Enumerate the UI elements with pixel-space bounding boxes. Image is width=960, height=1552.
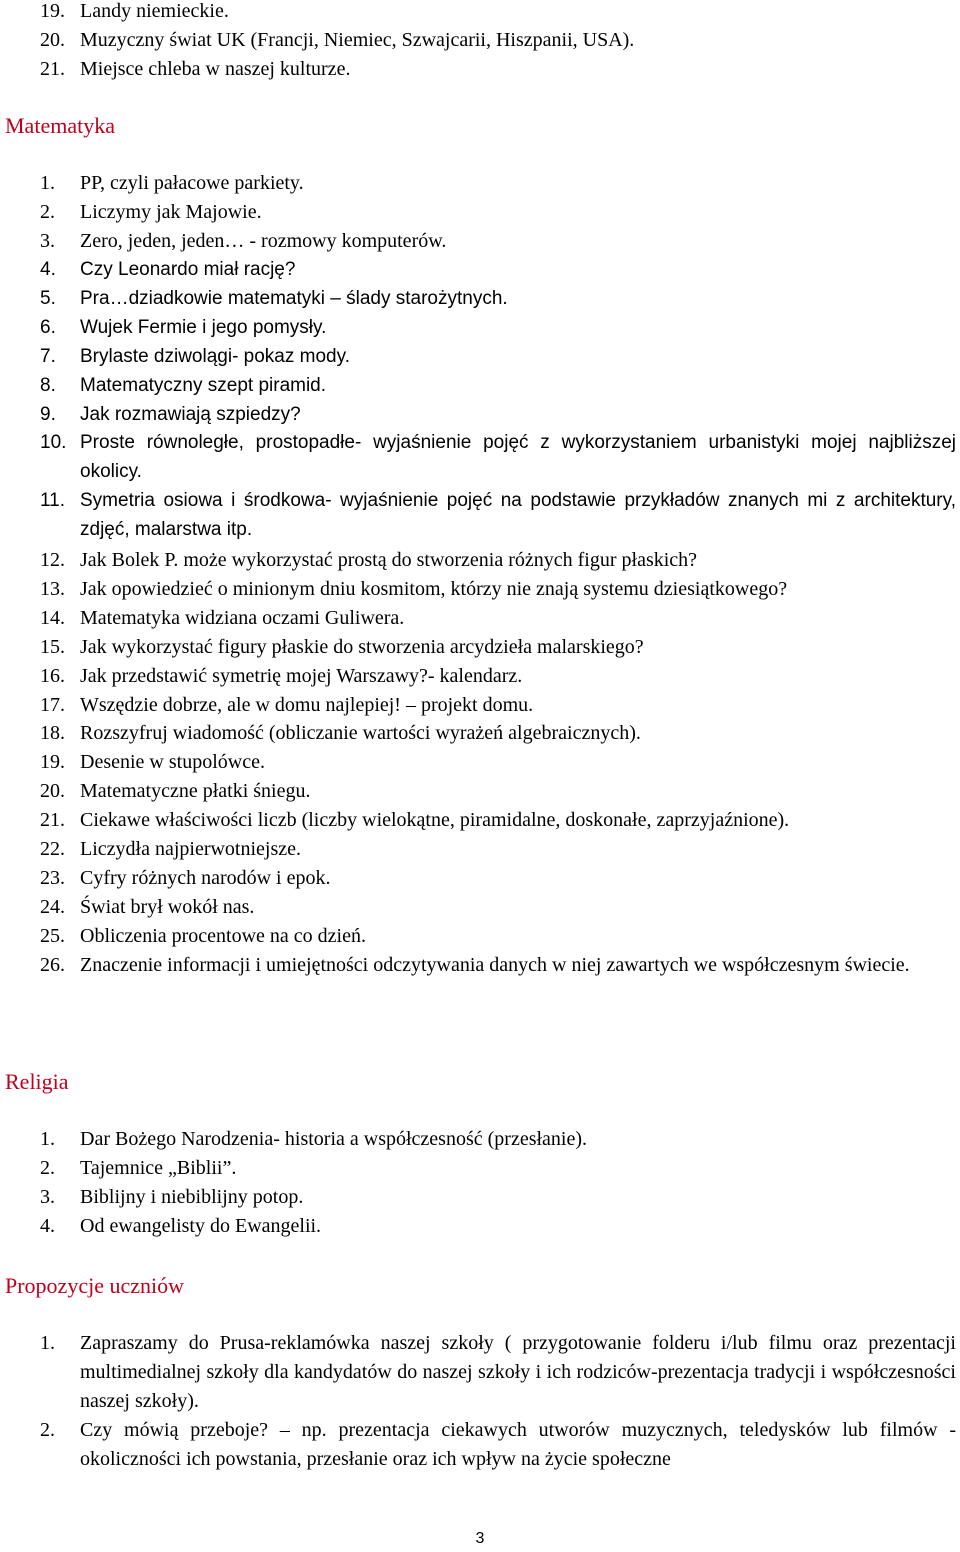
list-item: 6. Wujek Fermie i jego pomysły. [40, 316, 327, 338]
list-item: 8. Matematyczny szept piramid. [40, 374, 327, 396]
section-heading-propozycje: Propozycje uczniów [5, 1273, 184, 1298]
propozycje-list [0, 1329, 956, 1474]
list-item: 21. Ciekawe właściwości liczb (liczby wielokątne, piramidalne, doskonałe, zaprzyjaźnione). [40, 809, 790, 832]
list-item: 5. Pra…dziadkowie matematyki – ślady starożytnych. [40, 287, 508, 309]
list-item: 18. Rozszyfruj wiadomość (obliczanie wartości wyrażeń algebraicznych). [40, 722, 641, 745]
list-item: 2. Liczymy jak Majowie. [40, 200, 262, 223]
list-item: 4. Od ewangelisty do Ewangelii. [40, 1214, 322, 1237]
section-heading-religia: Religia [5, 1069, 69, 1094]
list-item: 2. Tajemnice „Biblii”. [40, 1156, 237, 1179]
top-list [0, 0, 956, 84]
list-item: 26. Znaczenie informacji i umiejętności odczytywania danych w niej zawartych we współczesnym świecie. [40, 953, 910, 976]
list-item: 17. Wszędzie dobrze, ale w domu najlepiej! – projekt domu. [40, 693, 534, 716]
page-number: 3 [475, 1530, 485, 1547]
list-item: 1. PP, czyli pałacowe parkiety. [40, 172, 304, 194]
list-item: 9. Jak rozmawiają szpiedzy? [40, 403, 301, 425]
list-item: 22. Liczydła najpierwotniejsze. [40, 838, 302, 861]
list-item: 2. Czy mówią przeboje? – np. prezentacja ciekawych utworów muzycznych, teledysków lub filmów - okoliczności ich powstania, przesłanie oraz ich wpływ na życie społeczne [40, 1418, 956, 1470]
list-item: 24. Świat brył wokół nas. [40, 895, 255, 918]
list-item: 4. Czy Leonardo miał rację? [40, 259, 296, 280]
list-item: 19. Landy niemieckie. [40, 0, 229, 22]
list-item: 7. Brylaste dziwolągi- pokaz mody. [40, 345, 350, 367]
list-item: 13. Jak opowiedzieć o minionym dniu kosmitom, którzy nie znają systemu dziesiątkowego? [40, 577, 788, 600]
list-item: 3. Zero, jeden, jeden… - rozmowy komputerów. [40, 229, 447, 252]
list-item: 23. Cyfry różnych narodów i epok. [40, 866, 331, 889]
list-item: 3. Biblijny i niebiblijny potop. [40, 1185, 304, 1208]
matematyka-list-a [0, 169, 956, 256]
list-item: 10. Proste równoległe, prostopadłe- wyjaśnienie pojęć z wykorzystaniem urbanistyki mojej najbliższej okolicy. [40, 432, 956, 483]
list-item: 21. Miejsce chleba w naszej kulturze. [40, 57, 351, 80]
list-item: 1. Dar Bożego Narodzenia- historia a współczesność (przesłanie). [40, 1128, 588, 1150]
section-heading-matematyka: Matematyka [5, 113, 115, 138]
religia-list [0, 1125, 956, 1241]
list-item: 19. Desenie w stupolówce. [40, 751, 265, 774]
list-item: 12. Jak Bolek P. może wykorzystać prostą do stworzenia różnych figur płaskich? [40, 549, 698, 571]
matematyka-list-b [0, 546, 956, 980]
list-item: 25. Obliczenia procentowe na co dzień. [40, 924, 366, 947]
list-item: 20. Matematyczne płatki śniegu. [40, 780, 311, 803]
list-item: 15. Jak wykorzystać figury płaskie do stworzenia arcydzieła malarskiego? [40, 635, 644, 658]
list-item: 20. Muzyczny świat UK (Francji, Niemiec, Szwajcarii, Hiszpanii, USA). [40, 28, 635, 51]
list-item: 16. Jak przedstawić symetrię mojej Warszawy?- kalendarz. [40, 664, 523, 687]
list-item: 11. Symetria osiowa i środkowa- wyjaśnienie pojęć na podstawie przykładów znanych mi z architektury, zdjęć, malarstwa itp. [40, 490, 956, 541]
list-item: 14. Matematyka widziana oczami Guliwera. [40, 606, 405, 629]
list-item: 1. Zapraszamy do Prusa-reklamówka naszej szkoły ( przygotowanie folderu i/lub filmu oraz prezentacji multimedialnej szkoły dla kandydatów do naszej szkoły i ich rodziców-prezentacja tradycji i współczesności naszej szkoły). [40, 1332, 956, 1412]
matematyka-list-sans [0, 256, 956, 545]
